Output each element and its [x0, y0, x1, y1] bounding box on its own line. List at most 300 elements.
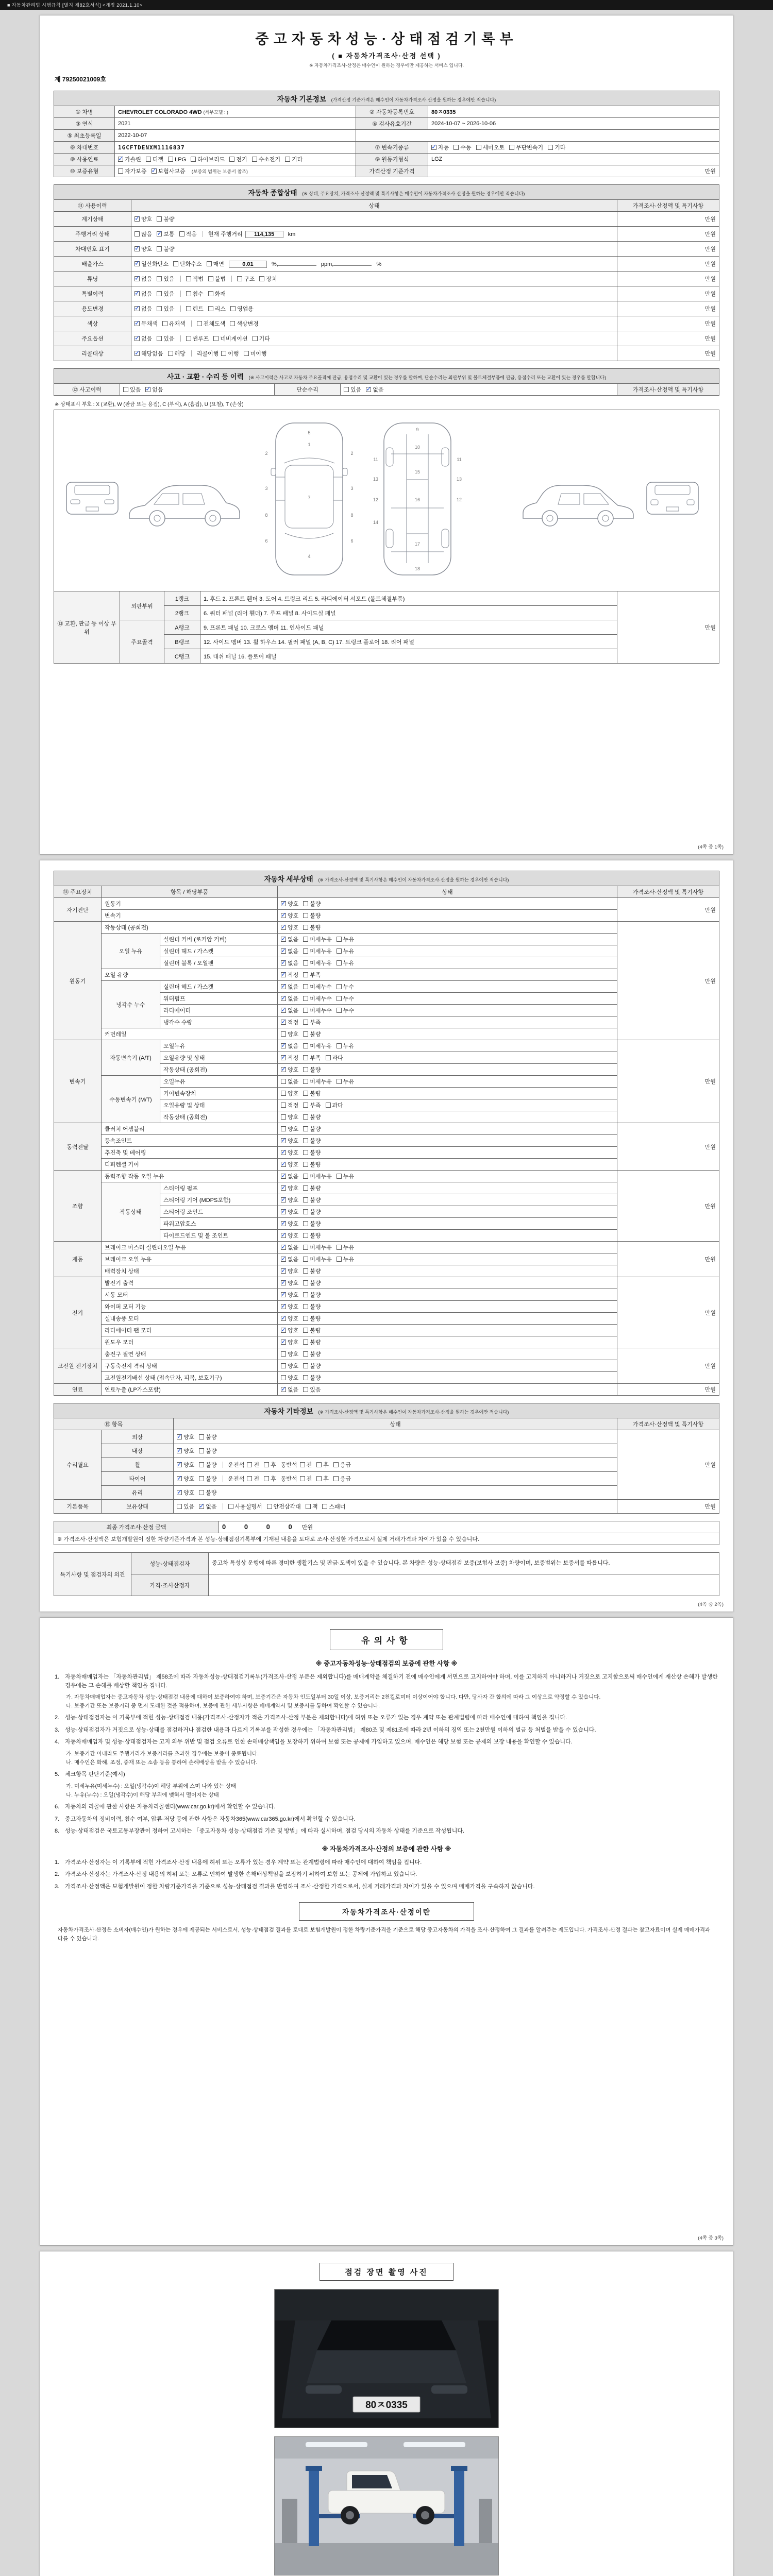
checkbox-option[interactable]: 불량	[303, 1150, 321, 1156]
checkbox-option[interactable]: 적정	[281, 1103, 298, 1109]
checkbox-icon[interactable]	[123, 387, 128, 392]
checkbox-option[interactable]: 불량	[303, 913, 321, 919]
checkbox-option[interactable]: 불량	[303, 1162, 321, 1168]
checkbox-option[interactable]: 탄화수소	[173, 261, 202, 267]
checkbox-option-checked[interactable]: ✓ 없음	[199, 1504, 216, 1510]
checkbox-icon[interactable]	[303, 1162, 308, 1167]
checkbox-option[interactable]: 전	[247, 1476, 259, 1482]
checkbox-icon[interactable]	[186, 306, 191, 311]
checkbox-option-checked[interactable]: ✓ 없음	[135, 336, 152, 342]
checkbox-icon[interactable]	[191, 157, 196, 162]
checkbox-option-checked[interactable]: ✓ 양호	[135, 246, 152, 252]
checkbox-option[interactable]: 미이행	[244, 351, 267, 357]
checkbox-icon[interactable]	[199, 1434, 204, 1439]
checkbox-icon[interactable]	[303, 1268, 308, 1274]
checkbox-icon[interactable]	[252, 157, 257, 162]
checkbox-icon[interactable]	[118, 168, 123, 174]
checkbox-option[interactable]: 응급	[333, 1462, 351, 1468]
checkbox-icon[interactable]	[281, 1020, 286, 1025]
checkbox-icon[interactable]	[281, 1328, 286, 1333]
checkbox-option-checked[interactable]: ✓ 양호	[281, 1162, 298, 1168]
checkbox-option[interactable]: 있음	[157, 291, 174, 297]
checkbox-option[interactable]: 유채색	[162, 321, 186, 327]
checkbox-option[interactable]: 썬루프	[186, 336, 209, 342]
checkbox-icon[interactable]	[281, 960, 286, 965]
checkbox-icon[interactable]	[145, 387, 150, 392]
checkbox-icon[interactable]	[179, 231, 184, 236]
checkbox-option[interactable]: 불량	[303, 1268, 321, 1275]
checkbox-option[interactable]: 불량	[303, 1067, 321, 1073]
checkbox-option[interactable]: 기타	[548, 145, 565, 151]
checkbox-icon[interactable]	[281, 1114, 286, 1120]
checkbox-icon[interactable]	[281, 1387, 286, 1392]
checkbox-icon[interactable]	[303, 1043, 308, 1048]
checkbox-option[interactable]: 양호	[281, 1114, 298, 1121]
checkbox-icon[interactable]	[326, 1103, 331, 1108]
checkbox-icon[interactable]	[281, 1316, 286, 1321]
checkbox-option[interactable]: 부족	[303, 1055, 321, 1061]
checkbox-icon[interactable]	[281, 913, 286, 918]
checkbox-option[interactable]: 불량	[303, 1316, 321, 1322]
checkbox-icon[interactable]	[344, 387, 349, 392]
checkbox-option[interactable]: 불량	[303, 901, 321, 907]
checkbox-option-checked[interactable]: ✓ 무채색	[135, 321, 158, 327]
checkbox-icon[interactable]	[177, 1434, 182, 1439]
checkbox-option-checked[interactable]: ✓ 없음	[281, 937, 298, 943]
checkbox-option-checked[interactable]: ✓ 없음	[281, 996, 298, 1002]
checkbox-option[interactable]: 불량	[303, 1209, 321, 1215]
checkbox-option[interactable]: 리스	[208, 306, 226, 312]
checkbox-option[interactable]: 잭	[306, 1504, 318, 1510]
checkbox-icon[interactable]	[281, 996, 286, 1001]
checkbox-icon[interactable]	[281, 1209, 286, 1214]
checkbox-icon[interactable]	[303, 1067, 308, 1072]
checkbox-option-checked[interactable]: ✓ 없음	[135, 276, 152, 282]
checkbox-icon[interactable]	[303, 1185, 308, 1191]
checkbox-icon[interactable]	[199, 1504, 204, 1509]
checkbox-icon[interactable]	[173, 261, 178, 266]
checkbox-icon[interactable]	[186, 291, 191, 296]
checkbox-icon[interactable]	[157, 231, 162, 236]
checkbox-option[interactable]: 불량	[157, 246, 174, 252]
checkbox-icon[interactable]	[168, 157, 173, 162]
checkbox-option-checked[interactable]: ✓ 양호	[177, 1476, 194, 1482]
checkbox-icon[interactable]	[300, 1462, 305, 1467]
checkbox-icon[interactable]	[197, 321, 202, 326]
checkbox-option-checked[interactable]: ✓ 양호	[177, 1448, 194, 1454]
checkbox-option-checked[interactable]: ✓ 양호	[177, 1462, 194, 1468]
checkbox-option[interactable]: 부족	[303, 1103, 321, 1109]
checkbox-icon[interactable]	[281, 1103, 286, 1108]
checkbox-icon[interactable]	[264, 1462, 269, 1467]
checkbox-option-checked[interactable]: ✓ 없음	[135, 306, 152, 312]
checkbox-icon[interactable]	[303, 1387, 308, 1392]
checkbox-icon[interactable]	[303, 1233, 308, 1238]
checkbox-option[interactable]: 불량	[303, 1375, 321, 1381]
checkbox-option-checked[interactable]: ✓ 양호	[281, 1233, 298, 1239]
checkbox-option[interactable]: 이행	[221, 351, 239, 357]
checkbox-option[interactable]: 없음	[281, 1079, 298, 1085]
checkbox-icon[interactable]	[199, 1448, 204, 1453]
checkbox-option-checked[interactable]: ✓ 양호	[281, 1197, 298, 1204]
checkbox-option-checked[interactable]: ✓ 가솔린	[118, 157, 141, 163]
checkbox-option[interactable]: 미세누유	[303, 1174, 332, 1180]
checkbox-option[interactable]: 불량	[303, 1197, 321, 1204]
checkbox-icon[interactable]	[303, 1316, 308, 1321]
checkbox-option[interactable]: 누유	[337, 937, 354, 943]
checkbox-option[interactable]: 누유	[337, 1043, 354, 1049]
checkbox-option[interactable]: 후	[264, 1476, 276, 1482]
checkbox-icon[interactable]	[281, 1031, 286, 1037]
checkbox-icon[interactable]	[281, 1043, 286, 1048]
checkbox-option[interactable]: 부족	[303, 1020, 321, 1026]
checkbox-icon[interactable]	[337, 1174, 342, 1179]
checkbox-option[interactable]: 장치	[259, 276, 277, 282]
checkbox-icon[interactable]	[281, 1363, 286, 1368]
checkbox-option-checked[interactable]: ✓ 없음	[281, 1245, 298, 1251]
checkbox-option[interactable]: 침수	[186, 291, 204, 297]
checkbox-icon[interactable]	[207, 261, 212, 266]
checkbox-icon[interactable]	[337, 937, 342, 942]
checkbox-option[interactable]: 기타	[253, 336, 270, 342]
checkbox-icon[interactable]	[157, 276, 162, 281]
checkbox-icon[interactable]	[229, 157, 234, 162]
checkbox-icon[interactable]	[285, 157, 290, 162]
checkbox-icon[interactable]	[337, 984, 342, 989]
checkbox-icon[interactable]	[118, 157, 123, 162]
checkbox-option[interactable]: 수소전기	[252, 157, 281, 163]
checkbox-icon[interactable]	[281, 925, 286, 930]
checkbox-icon[interactable]	[264, 1476, 269, 1481]
checkbox-icon[interactable]	[303, 960, 308, 965]
checkbox-option[interactable]: 누유	[337, 1257, 354, 1263]
checkbox-icon[interactable]	[281, 984, 286, 989]
checkbox-icon[interactable]	[303, 1114, 308, 1120]
checkbox-icon[interactable]	[281, 1351, 286, 1357]
checkbox-option-checked[interactable]: ✓ 적정	[281, 972, 298, 978]
checkbox-option[interactable]: 양호	[281, 1031, 298, 1038]
checkbox-icon[interactable]	[337, 960, 342, 965]
checkbox-option[interactable]: 불량	[303, 1328, 321, 1334]
checkbox-option-checked[interactable]: ✓ 양호	[281, 1316, 298, 1322]
checkbox-option-checked[interactable]: ✓ 양호	[177, 1434, 194, 1440]
checkbox-icon[interactable]	[199, 1462, 204, 1467]
checkbox-option[interactable]: 전	[300, 1462, 312, 1468]
checkbox-icon[interactable]	[281, 1292, 286, 1297]
checkbox-option-checked[interactable]: ✓ 없음	[281, 948, 298, 955]
checkbox-icon[interactable]	[157, 336, 162, 341]
checkbox-icon[interactable]	[221, 351, 226, 356]
checkbox-option-checked[interactable]: ✓ 양호	[281, 1221, 298, 1227]
checkbox-option-checked[interactable]: ✓ 양호	[177, 1490, 194, 1496]
checkbox-icon[interactable]	[208, 291, 213, 296]
checkbox-icon[interactable]	[333, 1462, 339, 1467]
checkbox-icon[interactable]	[303, 1304, 308, 1309]
checkbox-icon[interactable]	[303, 1363, 308, 1368]
checkbox-option[interactable]: 불량	[303, 1280, 321, 1286]
checkbox-option-checked[interactable]: ✓ 양호	[281, 1304, 298, 1310]
checkbox-option[interactable]: 불량	[303, 925, 321, 931]
checkbox-icon[interactable]	[303, 901, 308, 906]
checkbox-option[interactable]: 구조	[237, 276, 255, 282]
checkbox-icon[interactable]	[303, 1221, 308, 1226]
checkbox-icon[interactable]	[303, 1174, 308, 1179]
checkbox-icon[interactable]	[303, 1055, 308, 1060]
checkbox-icon[interactable]	[281, 1304, 286, 1309]
checkbox-icon[interactable]	[281, 1197, 286, 1202]
checkbox-icon[interactable]	[303, 1197, 308, 1202]
checkbox-option[interactable]: 불량	[303, 1126, 321, 1132]
checkbox-option[interactable]: 불량	[199, 1434, 216, 1440]
checkbox-icon[interactable]	[281, 1185, 286, 1191]
checkbox-icon[interactable]	[281, 1221, 286, 1226]
checkbox-icon[interactable]	[281, 1257, 286, 1262]
checkbox-option[interactable]: 불량	[303, 1292, 321, 1298]
checkbox-icon[interactable]	[177, 1462, 182, 1467]
checkbox-icon[interactable]	[208, 276, 213, 281]
checkbox-option-checked[interactable]: ✓ 없음	[281, 1387, 298, 1393]
checkbox-option[interactable]: 매연	[207, 261, 224, 267]
checkbox-option-checked[interactable]: ✓ 양호	[281, 1268, 298, 1275]
checkbox-option-checked[interactable]: ✓ 양호	[281, 1067, 298, 1073]
checkbox-icon[interactable]	[303, 1375, 308, 1380]
checkbox-icon[interactable]	[135, 336, 140, 341]
checkbox-option-checked[interactable]: ✓ 양호	[281, 1209, 298, 1215]
checkbox-icon[interactable]	[303, 984, 308, 989]
checkbox-option[interactable]: 과다	[326, 1103, 343, 1109]
checkbox-option[interactable]: 후	[316, 1476, 329, 1482]
checkbox-option[interactable]: 전	[247, 1462, 259, 1468]
checkbox-icon[interactable]	[337, 996, 342, 1001]
checkbox-icon[interactable]	[281, 948, 286, 954]
checkbox-option[interactable]: 미세누수	[303, 1008, 332, 1014]
checkbox-option[interactable]: 미세누수	[303, 996, 332, 1002]
checkbox-option[interactable]: 불량	[303, 1185, 321, 1192]
checkbox-option[interactable]: 있음	[177, 1504, 194, 1510]
checkbox-option[interactable]: 기타	[285, 157, 303, 163]
checkbox-icon[interactable]	[157, 246, 162, 251]
checkbox-icon[interactable]	[281, 1375, 286, 1380]
checkbox-icon[interactable]	[303, 1245, 308, 1250]
checkbox-icon[interactable]	[208, 306, 213, 311]
checkbox-icon[interactable]	[177, 1476, 182, 1481]
checkbox-icon[interactable]	[199, 1490, 204, 1495]
checkbox-icon[interactable]	[253, 336, 258, 341]
checkbox-option[interactable]: 스패너	[322, 1504, 345, 1510]
checkbox-icon[interactable]	[213, 336, 219, 341]
checkbox-icon[interactable]	[177, 1504, 182, 1509]
checkbox-icon[interactable]	[303, 913, 308, 918]
checkbox-option[interactable]: 디젤	[146, 157, 163, 163]
checkbox-option[interactable]: 부족	[303, 972, 321, 978]
checkbox-icon[interactable]	[303, 1091, 308, 1096]
checkbox-icon[interactable]	[300, 1476, 305, 1481]
checkbox-icon[interactable]	[366, 387, 371, 392]
checkbox-option-checked[interactable]: ✓ 양호	[135, 216, 152, 223]
checkbox-option[interactable]: 미세누유	[303, 948, 332, 955]
checkbox-option[interactable]: 누유	[337, 1079, 354, 1085]
checkbox-icon[interactable]	[135, 216, 140, 222]
checkbox-icon[interactable]	[303, 1257, 308, 1262]
checkbox-icon[interactable]	[303, 1280, 308, 1285]
checkbox-option[interactable]: 많음	[135, 231, 152, 238]
checkbox-icon[interactable]	[135, 351, 140, 356]
checkbox-icon[interactable]	[303, 1150, 308, 1155]
checkbox-option[interactable]: 불량	[303, 1351, 321, 1358]
checkbox-option[interactable]: 안전삼각대	[267, 1504, 301, 1510]
checkbox-option-checked[interactable]: ✓ 양호	[281, 1138, 298, 1144]
checkbox-icon[interactable]	[281, 1245, 286, 1250]
checkbox-option-checked[interactable]: ✓ 양호	[281, 1328, 298, 1334]
checkbox-option[interactable]: 전체도색	[197, 321, 226, 327]
checkbox-option[interactable]: 불량	[199, 1462, 216, 1468]
checkbox-icon[interactable]	[303, 1103, 308, 1108]
checkbox-option[interactable]: 불량	[303, 1031, 321, 1038]
checkbox-icon[interactable]	[303, 937, 308, 942]
checkbox-icon[interactable]	[135, 291, 140, 296]
checkbox-option-checked[interactable]: ✓ 양호	[281, 1340, 298, 1346]
checkbox-icon[interactable]	[230, 321, 235, 326]
checkbox-option[interactable]: 누유	[337, 960, 354, 967]
checkbox-icon[interactable]	[281, 1268, 286, 1274]
checkbox-icon[interactable]	[303, 1008, 308, 1013]
checkbox-option-checked[interactable]: ✓ 양호	[281, 1280, 298, 1286]
checkbox-icon[interactable]	[281, 1280, 286, 1285]
checkbox-icon[interactable]	[177, 1448, 182, 1453]
checkbox-icon[interactable]	[247, 1476, 252, 1481]
checkbox-option-checked[interactable]: ✓ 양호	[281, 925, 298, 931]
checkbox-icon[interactable]	[259, 276, 264, 281]
checkbox-icon[interactable]	[431, 145, 436, 150]
checkbox-option-checked[interactable]: ✓ 적정	[281, 1055, 298, 1061]
checkbox-option-checked[interactable]: ✓ 없음	[281, 1043, 298, 1049]
checkbox-icon[interactable]	[303, 948, 308, 954]
checkbox-icon[interactable]	[281, 1079, 286, 1084]
checkbox-option[interactable]: 양호	[281, 1351, 298, 1358]
checkbox-icon[interactable]	[281, 1233, 286, 1238]
checkbox-icon[interactable]	[316, 1462, 322, 1467]
checkbox-option[interactable]: 양호	[281, 1091, 298, 1097]
checkbox-icon[interactable]	[157, 216, 162, 222]
checkbox-option[interactable]: 미세누유	[303, 1079, 332, 1085]
checkbox-option[interactable]: 전	[300, 1476, 312, 1482]
checkbox-icon[interactable]	[303, 1126, 308, 1131]
checkbox-option-checked[interactable]: ✓ 없음	[281, 1008, 298, 1014]
checkbox-option[interactable]: 적법	[186, 276, 204, 282]
checkbox-option-checked[interactable]: ✓ 양호	[281, 901, 298, 907]
checkbox-icon[interactable]	[333, 1476, 339, 1481]
checkbox-option[interactable]: 있음	[157, 306, 174, 312]
checkbox-option-checked[interactable]: ✓ 없음	[135, 291, 152, 297]
checkbox-icon[interactable]	[303, 1079, 308, 1084]
checkbox-icon[interactable]	[322, 1504, 327, 1509]
checkbox-icon[interactable]	[303, 1328, 308, 1333]
checkbox-option[interactable]: 누수	[337, 996, 354, 1002]
checkbox-option[interactable]: 전기	[229, 157, 247, 163]
checkbox-icon[interactable]	[281, 901, 286, 906]
checkbox-option[interactable]: 누유	[337, 1174, 354, 1180]
checkbox-icon[interactable]	[281, 937, 286, 942]
checkbox-option[interactable]: 미세누유	[303, 1257, 332, 1263]
checkbox-option[interactable]: 네비게이션	[213, 336, 247, 342]
checkbox-option-checked[interactable]: ✓ 없음	[145, 387, 163, 393]
checkbox-option[interactable]: 세미오토	[476, 145, 505, 151]
checkbox-option[interactable]: 수동	[453, 145, 471, 151]
checkbox-option-checked[interactable]: ✓ 없음	[281, 984, 298, 990]
checkbox-icon[interactable]	[267, 1504, 272, 1509]
checkbox-icon[interactable]	[303, 972, 308, 977]
checkbox-icon[interactable]	[281, 972, 286, 977]
checkbox-icon[interactable]	[453, 145, 459, 150]
checkbox-icon[interactable]	[281, 1162, 286, 1167]
checkbox-icon[interactable]	[281, 1008, 286, 1013]
checkbox-icon[interactable]	[509, 145, 514, 150]
checkbox-icon[interactable]	[337, 1257, 342, 1262]
checkbox-option[interactable]: 미세누수	[303, 984, 332, 990]
checkbox-icon[interactable]	[244, 351, 249, 356]
checkbox-icon[interactable]	[135, 321, 140, 326]
checkbox-option[interactable]: 있음	[303, 1387, 321, 1393]
checkbox-icon[interactable]	[303, 1020, 308, 1025]
checkbox-icon[interactable]	[326, 1055, 331, 1060]
checkbox-option[interactable]: 미세누유	[303, 1043, 332, 1049]
checkbox-icon[interactable]	[303, 925, 308, 930]
checkbox-option[interactable]: 미세누유	[303, 1245, 332, 1251]
checkbox-icon[interactable]	[337, 1079, 342, 1084]
checkbox-option[interactable]: 불량	[199, 1448, 216, 1454]
checkbox-option[interactable]: 무단변속기	[509, 145, 543, 151]
checkbox-option[interactable]: 양호	[281, 1375, 298, 1381]
checkbox-option[interactable]: 불량	[157, 216, 174, 223]
checkbox-option[interactable]: 불법	[208, 276, 226, 282]
checkbox-icon[interactable]	[303, 1031, 308, 1037]
checkbox-icon[interactable]	[162, 321, 167, 326]
checkbox-icon[interactable]	[281, 1150, 286, 1155]
checkbox-option-checked[interactable]: ✓ 양호	[281, 1185, 298, 1192]
checkbox-option-checked[interactable]: ✓ 없음	[281, 960, 298, 967]
checkbox-icon[interactable]	[303, 1292, 308, 1297]
checkbox-icon[interactable]	[337, 1245, 342, 1250]
checkbox-option[interactable]: 응급	[333, 1476, 351, 1482]
checkbox-icon[interactable]	[303, 1340, 308, 1345]
checkbox-icon[interactable]	[230, 306, 236, 311]
checkbox-option[interactable]: 불량	[303, 1221, 321, 1227]
checkbox-option[interactable]: 하이브리드	[191, 157, 225, 163]
checkbox-icon[interactable]	[247, 1462, 252, 1467]
checkbox-option[interactable]: 양호	[281, 1363, 298, 1369]
checkbox-option-checked[interactable]: ✓ 보통	[157, 231, 174, 238]
checkbox-icon[interactable]	[316, 1476, 322, 1481]
checkbox-option[interactable]: 있음	[157, 276, 174, 282]
checkbox-option[interactable]: 미세누유	[303, 960, 332, 967]
checkbox-option[interactable]: 미세누유	[303, 937, 332, 943]
checkbox-icon[interactable]	[548, 145, 553, 150]
checkbox-icon[interactable]	[135, 306, 140, 311]
checkbox-icon[interactable]	[228, 1504, 233, 1509]
checkbox-option-checked[interactable]: ✓ 일산화탄소	[135, 261, 169, 267]
checkbox-option[interactable]: 불량	[199, 1490, 216, 1496]
checkbox-icon[interactable]	[237, 276, 242, 281]
checkbox-icon[interactable]	[476, 145, 481, 150]
checkbox-icon[interactable]	[152, 168, 157, 174]
checkbox-icon[interactable]	[281, 1174, 286, 1179]
checkbox-icon[interactable]	[303, 996, 308, 1001]
checkbox-option[interactable]: 자가보증	[118, 168, 147, 175]
checkbox-option[interactable]: 영업용	[230, 306, 254, 312]
checkbox-option[interactable]: 누수	[337, 1008, 354, 1014]
checkbox-icon[interactable]	[306, 1504, 311, 1509]
checkbox-option-checked[interactable]: ✓ 보험사보증	[152, 168, 186, 175]
